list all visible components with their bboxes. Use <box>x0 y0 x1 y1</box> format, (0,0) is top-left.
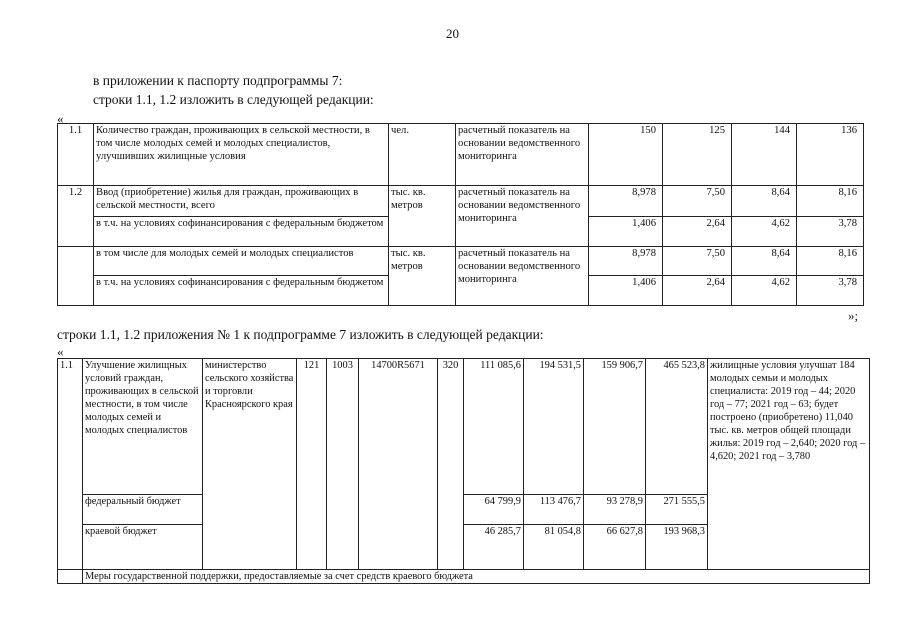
value-2021: 8,16 <box>797 186 864 217</box>
empty-number-cell <box>58 247 94 306</box>
rzpr-code: 1003 <box>327 359 359 570</box>
intro-line-3: строки 1.1, 1.2 приложения № 1 к подпрограмме 7 изложить в следующей редакции: <box>57 327 544 342</box>
table1-row-1-1 <box>58 124 864 186</box>
funding-table <box>57 358 870 584</box>
value-2020: 194 531,5 <box>524 359 584 495</box>
value-2020: 8,64 <box>732 186 797 217</box>
value-2018: 8,978 <box>589 247 663 276</box>
value-2019: 7,50 <box>663 247 732 276</box>
indicator-sub-name: в т.ч. на условиях софинансирования с федеральным бюджетом <box>94 217 389 247</box>
federal-budget-label: федеральный бюджет <box>83 495 203 525</box>
empty-number-cell <box>58 570 83 584</box>
value-2019: 2,64 <box>663 276 732 306</box>
regional-2020: 81 054,8 <box>524 525 584 570</box>
federal-2021: 93 278,9 <box>584 495 646 525</box>
open-quote-1: « <box>57 111 64 126</box>
intro-line-2: строки 1.1, 1.2 изложить в следующей редакции: <box>93 92 374 107</box>
federal-total: 271 555,5 <box>646 495 708 525</box>
table1-row-1-2 <box>58 186 864 217</box>
value-2019: 7,50 <box>663 186 732 217</box>
source-cell: расчетный показатель на основании ведомственного мониторинга <box>456 124 589 186</box>
value-2018: 8,978 <box>589 186 663 217</box>
ministry-cell: министерство сельского хозяйства и торговли Красноярского края <box>203 359 297 570</box>
federal-2019: 64 799,9 <box>464 495 524 525</box>
expected-result: жилищные условия улучшат 184 молодых семьи и молодых специалиста: 2019 год – 44; 2020 год – 77; 2021 год – 63; будет построено (приобретено) 11,040 тыс. кв. метров общей площади жилья: 2019 год – 2,640; 2020 год – 4,620; 2021 год – 3,780 <box>708 359 870 570</box>
value-2018: 1,406 <box>589 217 663 247</box>
regional-budget-label: краевой бюджет <box>83 525 203 570</box>
federal-2020: 113 476,7 <box>524 495 584 525</box>
row-number: 1.1 <box>58 124 94 186</box>
close-quote: »; <box>848 308 859 323</box>
value-2019: 2,64 <box>663 217 732 247</box>
regional-2021: 66 627,8 <box>584 525 646 570</box>
grbs-code: 121 <box>297 359 327 570</box>
source-cell: расчетный показатель на основании ведомственного мониторинга <box>456 247 589 306</box>
csr-code: 14700R5671 <box>359 359 438 570</box>
unit-cell: тыс. кв. метров <box>389 247 456 306</box>
table1-row-young <box>58 247 864 276</box>
intro-line-1: в приложении к паспорту подпрограммы 7: <box>93 73 343 88</box>
value-2021: 3,78 <box>797 217 864 247</box>
value-2018: 150 <box>589 124 663 186</box>
open-quote-2: « <box>57 344 64 359</box>
value-2021: 159 906,7 <box>584 359 646 495</box>
indicators-table <box>57 123 864 306</box>
table2-row-footer <box>58 570 870 584</box>
unit-cell: тыс. кв. метров <box>389 186 456 247</box>
regional-total: 193 968,3 <box>646 525 708 570</box>
regional-2019: 46 285,7 <box>464 525 524 570</box>
indicator-name: Количество граждан, проживающих в сельской местности, в том числе молодых семей и молодых специалистов, улучшивших жилищные условия <box>94 124 389 186</box>
value-2019: 111 085,6 <box>464 359 524 495</box>
value-2019: 125 <box>663 124 732 186</box>
value-2021: 3,78 <box>797 276 864 306</box>
value-2020: 4,62 <box>732 217 797 247</box>
measure-name: Улучшение жилищных условий граждан, проживающих в сельской местности, в том числе молодых семей и молодых специалистов <box>83 359 203 495</box>
source-cell: расчетный показатель на основании ведомственного мониторинга <box>456 186 589 247</box>
indicator-sub-name: в т.ч. на условиях софинансирования с федеральным бюджетом <box>94 276 389 306</box>
unit-cell: чел. <box>389 124 456 186</box>
value-2020: 4,62 <box>732 276 797 306</box>
row-number: 1.1 <box>58 359 83 570</box>
value-2021: 8,16 <box>797 247 864 276</box>
indicator-name: в том числе для молодых семей и молодых специалистов <box>94 247 389 276</box>
value-2018: 1,406 <box>589 276 663 306</box>
table2-row-main <box>58 359 870 495</box>
value-2020: 8,64 <box>732 247 797 276</box>
value-total: 465 523,8 <box>646 359 708 495</box>
indicator-name: Ввод (приобретение) жилья для граждан, проживающих в сельской местности, всего <box>94 186 389 217</box>
support-measures-heading: Меры государственной поддержки, предоставляемые за счет средств краевого бюджета <box>83 570 870 584</box>
vr-code: 320 <box>438 359 464 570</box>
row-number: 1.2 <box>58 186 94 247</box>
value-2021: 136 <box>797 124 864 186</box>
page-number: 20 <box>446 26 459 41</box>
value-2020: 144 <box>732 124 797 186</box>
